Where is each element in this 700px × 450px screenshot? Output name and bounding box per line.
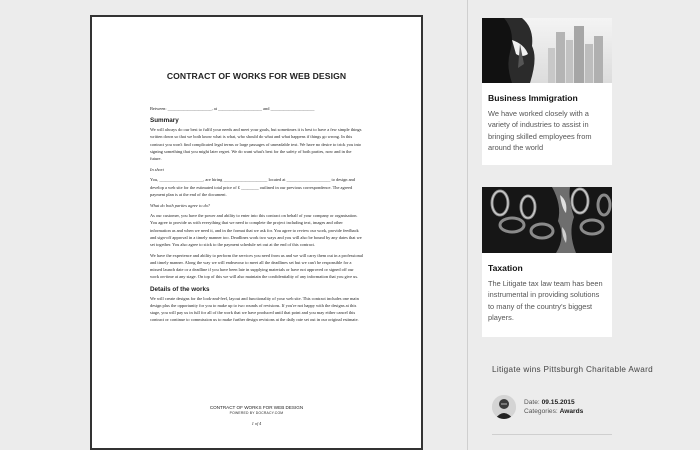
details-heading: Details of the works: [150, 285, 210, 293]
sidebar-divider: [467, 0, 468, 450]
contract-footer: [92, 405, 421, 426]
contract-title: CONTRACT OF WORKS FOR WEB DESIGN: [166, 71, 347, 81]
obligations-question: What do both parties agree to do?: [150, 202, 211, 208]
page-number: 1 of 4: [251, 421, 262, 426]
chains-photo-icon: [482, 187, 612, 253]
document-preview[interactable]: [90, 15, 423, 450]
news-meta: [524, 398, 583, 416]
date-label: Date:: [524, 399, 540, 406]
footer-title: CONTRACT OF WORKS FOR WEB DESIGN: [209, 405, 304, 410]
parties-paragraph: You, ____________________, are hiring ____________________ located at ____________________ to design and develop a web site for the estimated total price of £ ________ outlined in our previous correspondence. The agreed payment plan is at the end of the document.: [150, 177, 355, 197]
city-skyline-photo-icon: [482, 18, 612, 83]
categories-label: Categories:: [524, 408, 558, 415]
card-description: The Litigate tax law team has been instrumental in providing solutions to many of the country's biggest players.: [488, 279, 603, 323]
date-value: 09.15.2015: [541, 399, 575, 406]
taxation-image: [482, 187, 612, 253]
customer-paragraph: As our customer, you have the power and ability to enter into this contract on behalf of your company or organisation. You agree to provide us with everything that we need to complete the project including text, images and other information as and when we need it, and in the format that we ask for. You agree to review our work, provide feedback and sign-off approval in a timely manner too. Deadlines work two ways and you will also be bound by any dates that we set together. You also agree to stick to the payment schedule set out at the end of this contract.: [150, 213, 362, 248]
card-description: We have worked closely with a variety of industries to assist in bringing skilled employees from around the world: [488, 109, 592, 153]
business-immigration-image: [482, 18, 612, 83]
avatar: [492, 395, 516, 419]
experience-paragraph: We have the experience and ability to perform the services you need from us and we will carry them out in a professional and timely manner. Along the way we will endeavour to meet all the deadlines set but we can't be responsible for a missed launch date or a deadline if you have been late in supplying materials or have not approved or signed off our work on-time at any stage. On top of this we will also maintain the confidentiality of any information that you give us.: [150, 252, 364, 280]
card-title[interactable]: Business Immigration: [488, 93, 578, 103]
news-divider: [492, 434, 612, 435]
service-card-taxation[interactable]: [482, 187, 612, 337]
details-paragraph: We will create designs for the look-and-feel, layout and functionality of your web site. This contract includes one main design plus the opportunity for you to make up to two rounds of revisions. If you're not happy with the designs at this stage, you will pay us in full for all of the work that we have produced until that point and you may either cancel this contract or continue to commission us to make further design revisions at the daily rate set out in our original estimate.: [150, 295, 359, 323]
contract-body: [150, 105, 363, 327]
service-card-business-immigration[interactable]: [482, 18, 612, 165]
footer-powered-by: POWERED BY DOCRACY.COM: [229, 411, 284, 415]
card-title[interactable]: Taxation: [488, 263, 523, 273]
person-photo-icon: [492, 395, 516, 419]
summary-paragraph: We will always do our best to fulfil your needs and meet your goals, but sometimes it is best to have a few simple things written down so that we both know what is what, who should do what and what happens if things go wrong. In this contract you won't find complicated legal terms or large passages of unreadable text. We have no desire to trick you into signing something that you might later regret. We do want what's best for the safety of both parties, now and in the future.: [150, 127, 362, 162]
in-short-label: In short: [150, 166, 164, 172]
summary-heading: Summary: [150, 117, 179, 125]
news-headline-link[interactable]: Litigate wins Pittsburgh Charitable Award: [492, 365, 653, 374]
contract-page: [92, 17, 421, 448]
category-link-awards[interactable]: Awards: [559, 408, 584, 415]
between-line: Between: ____________________, at ____________________ and ____________________: [150, 106, 315, 111]
